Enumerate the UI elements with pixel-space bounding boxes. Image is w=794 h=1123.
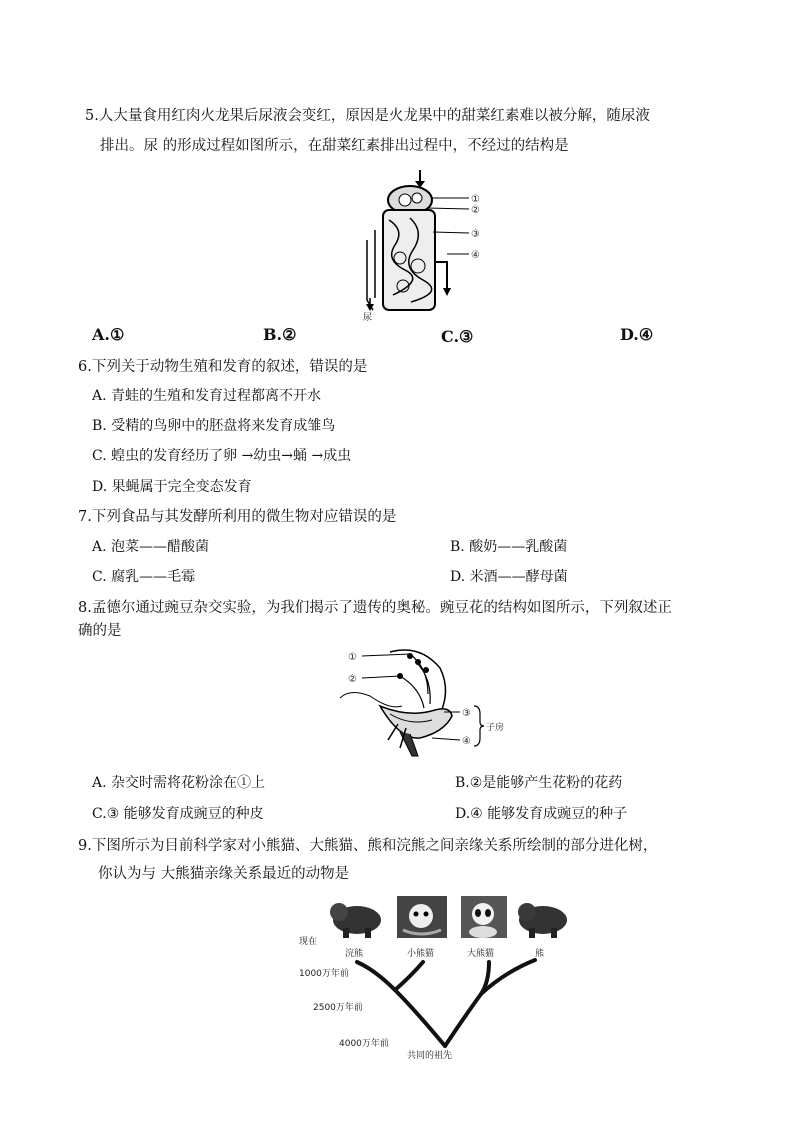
q9-root-label: 共同的祖先 (407, 1051, 453, 1061)
q6-stem: 6.下列关于动物生殖和发育的叙述，错误的是 (78, 359, 368, 375)
q5-option-d: D.④ (620, 325, 654, 344)
q9-stem-line1: 9.下图所示为目前科学家对小熊猫、大熊猫、熊和浣熊之间亲缘关系所绘制的部分进化树， (78, 838, 658, 854)
q5-option-b: B.② (263, 325, 297, 344)
q9-time-25m: 2500万年前 (313, 1003, 363, 1013)
red-panda-image (397, 896, 447, 938)
q5-option-c: C.③ (441, 327, 474, 346)
q9-stem-line2: 你认为与 大熊猫亲缘关系最近的动物是 (98, 866, 350, 882)
q9-animal-red-panda: 小熊猫 (407, 949, 435, 959)
q5-label-3: ③ (471, 229, 480, 240)
q9-animal-bear: 熊 (535, 949, 545, 959)
evolution-tree-diagram (295, 890, 585, 1070)
q8-option-a: A. 杂交时需将花粉涂在①上 (92, 775, 266, 791)
q8-stem-line2: 确的是 (78, 623, 122, 639)
q6-option-d: D. 果蝇属于完全变态发育 (92, 479, 252, 495)
q7-stem: 7.下列食品与其发酵所利用的微生物对应错误的是 (78, 509, 397, 525)
bear-image (518, 903, 567, 938)
q9-animal-giant-panda: 大熊猫 (467, 949, 495, 959)
q5-urine-label: 尿 (363, 313, 373, 323)
q6-option-a: A. 青蛙的生殖和发育过程都离不开水 (92, 388, 322, 404)
tree-branches (357, 960, 535, 1046)
q5-label-4: ④ (471, 250, 480, 261)
q9-now-label: 现在 (299, 937, 318, 947)
q5-stem-line2: 排出。尿 的形成过程如图所示，在甜菜红素排出过程中，不经过的结构是 (100, 138, 569, 154)
q5-label-2: ② (471, 205, 480, 216)
q8-stem-line1: 8.孟德尔通过豌豆杂交实验，为我们揭示了遗传的奥秘。豌豆花的结构如图所示，下列叙述正 (78, 600, 672, 616)
q7-option-a: A. 泡菜——醋酸菌 (92, 539, 210, 555)
q8-option-d: D.④ 能够发育成豌豆的种子 (455, 806, 628, 822)
q8-option-c: C.③ 能够发育成豌豆的种皮 (92, 806, 264, 822)
q9-animal-raccoon: 浣熊 (345, 949, 364, 959)
q7-option-c: C. 腐乳——毛霉 (92, 569, 196, 585)
q7-option-d: D. 米酒——酵母菌 (450, 569, 568, 585)
q8-label-3: ③ (462, 708, 471, 719)
q5-stem-line1: 5.人大量食用红肉火龙果后尿液会变红，原因是火龙果中的甜菜红素难以被分解，随尿液 (85, 108, 650, 124)
kidney-nephron-diagram (355, 170, 495, 323)
q7-option-b: B. 酸奶——乳酸菌 (450, 539, 568, 555)
q9-time-10m: 1000万年前 (299, 969, 349, 979)
giant-panda-image (461, 896, 507, 938)
q9-time-40m: 4000万年前 (339, 1039, 389, 1049)
pea-flower-diagram (340, 648, 520, 758)
raccoon-image (330, 896, 385, 938)
q5-option-a: A.① (92, 325, 125, 344)
q8-ovary-label: 子房 (486, 723, 505, 733)
q8-label-4: ④ (462, 736, 471, 747)
q6-option-c: C. 蝗虫的发育经历了卵 →幼虫→蛹 →成虫 (92, 448, 352, 464)
q6-option-b: B. 受精的鸟卵中的胚盘将来发育成雏鸟 (92, 418, 336, 434)
q8-option-b: B.②是能够产生花粉的花药 (455, 775, 623, 791)
q8-label-1: ① (348, 652, 357, 663)
q8-label-2: ② (348, 674, 357, 685)
q5-label-1: ① (471, 194, 480, 205)
